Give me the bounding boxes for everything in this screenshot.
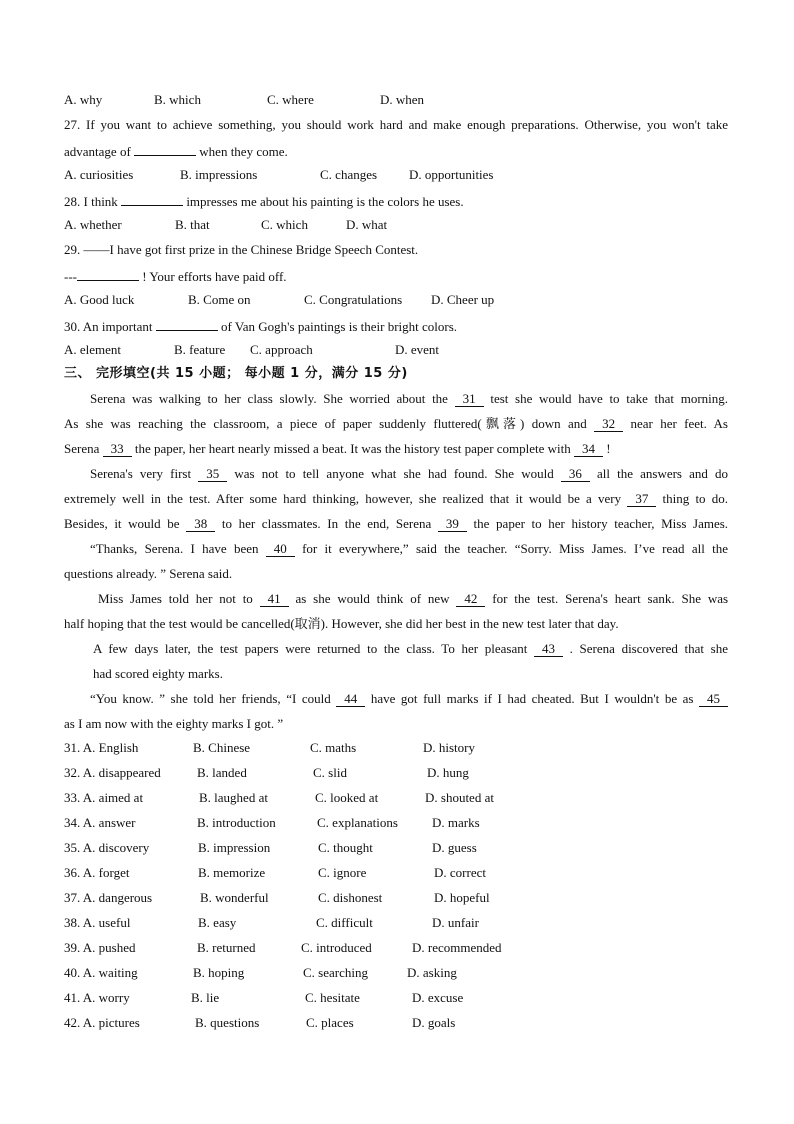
option: B. which [154, 92, 201, 107]
blank-37[interactable]: 37 [627, 491, 656, 507]
option: B. wonderful [200, 890, 269, 905]
option: C. which [261, 217, 308, 232]
blank-42[interactable]: 42 [456, 591, 485, 607]
option: 37. A. dangerous [64, 890, 153, 905]
passage-line: had scored eighty marks. [93, 666, 223, 681]
option: B. landed [197, 765, 247, 780]
option: C. approach [250, 342, 313, 357]
option: 34. A. answer [64, 815, 136, 830]
option: 33. A. aimed at [64, 790, 144, 805]
option: D. hopeful [434, 890, 490, 905]
option: A. whether [64, 217, 122, 232]
option: B. that [175, 217, 210, 232]
option: D. marks [432, 815, 480, 830]
option: D. recommended [412, 940, 502, 955]
option: D. excuse [412, 990, 464, 1005]
option: C. Congratulations [304, 292, 403, 307]
option: B. Chinese [193, 740, 251, 755]
option: D. unfair [432, 915, 479, 930]
option: C. difficult [316, 915, 373, 930]
option: B. easy [198, 915, 237, 930]
option: A. element [64, 342, 122, 357]
blank-32[interactable]: 32 [594, 416, 623, 432]
blank-31[interactable]: 31 [455, 391, 484, 407]
passage-line: As she was reaching the classroom, a piece of paper suddenly fluttered(飘落) down and 32 near her feet. As [64, 416, 728, 431]
passage-line: Serena's very first 35 was not to tell anyone what she had found. She would 36 all the answers and do [90, 466, 729, 481]
blank-43[interactable]: 43 [534, 641, 563, 657]
option: 39. A. pushed [64, 940, 136, 955]
option: B. feature [174, 342, 226, 357]
passage-line: as I am now with the eighty marks I got. ” [64, 716, 284, 731]
option: D. goals [412, 1015, 456, 1030]
blank-34[interactable]: 34 [574, 441, 603, 457]
option: C. explanations [317, 815, 398, 830]
option: D. shouted at [425, 790, 494, 805]
q29-reply: --- ! Your efforts have paid off. [64, 266, 728, 286]
answer-blank[interactable] [121, 191, 183, 206]
blank-44[interactable]: 44 [336, 691, 365, 707]
option: D. opportunities [409, 167, 494, 182]
option: C. thought [318, 840, 373, 855]
option: 35. A. discovery [64, 840, 150, 855]
option: C. ignore [318, 865, 367, 880]
option: A. curiosities [64, 167, 134, 182]
option: D. hung [427, 765, 469, 780]
option: D. history [423, 740, 475, 755]
blank-45[interactable]: 45 [699, 691, 728, 707]
passage-line: half hoping that the test would be cancelled(取消). However, she did her best in the new test later that day. [64, 616, 619, 631]
option: D. what [346, 217, 388, 232]
option: C. places [306, 1015, 354, 1030]
q28-stem: 28. I think impresses me about his painting is the colors he uses. [64, 191, 728, 211]
option: D. correct [434, 865, 486, 880]
option: C. maths [310, 740, 357, 755]
option: B. lie [191, 990, 220, 1005]
option: B. impression [198, 840, 271, 855]
option: D. event [395, 342, 440, 357]
blank-33[interactable]: 33 [103, 441, 132, 457]
option: B. hoping [193, 965, 245, 980]
option: B. Come on [188, 292, 251, 307]
option: C. looked at [315, 790, 379, 805]
blank-41[interactable]: 41 [260, 591, 289, 607]
blank-35[interactable]: 35 [198, 466, 227, 482]
passage-line: extremely well in the test. After some hard thinking, however, she realized that it would be a very 37 thing to do. [64, 491, 729, 506]
passage-line: Serena was walking to her class slowly. She worried about the 31 test she would have to take that morning. [90, 391, 729, 406]
option: C. searching [303, 965, 368, 980]
option: C. introduced [301, 940, 372, 955]
option: 38. A. useful [64, 915, 131, 930]
option: B. laughed at [199, 790, 268, 805]
option: C. hesitate [305, 990, 360, 1005]
option: 32. A. disappeared [64, 765, 161, 780]
option: D. Cheer up [431, 292, 495, 307]
section-title: 三、 完形填空(共 15 小题； 每小题 1 分，满分 15 分) [64, 366, 408, 381]
passage-line: “You know. ” she told her friends, “I could 44 have got full marks if I had cheated. But I wouldn't be as 45 [64, 690, 728, 708]
option: B. introduction [197, 815, 276, 830]
option: D. when [380, 92, 425, 107]
option: C. slid [313, 765, 347, 780]
option: D. guess [432, 840, 477, 855]
option: 40. A. waiting [64, 965, 138, 980]
option: 41. A. worry [64, 990, 130, 1005]
q27-stem-cont: advantage of when they come. [64, 141, 728, 161]
option: A. Good luck [64, 292, 135, 307]
answer-blank[interactable] [77, 266, 139, 281]
option: B. memorize [198, 865, 266, 880]
blank-39[interactable]: 39 [438, 516, 467, 532]
blank-36[interactable]: 36 [561, 466, 590, 482]
answer-blank[interactable] [134, 141, 196, 156]
passage-line: Miss James told her not to 41 as she would think of new 42 for the test. Serena's heart sank. She was [98, 591, 729, 606]
option: C. where [267, 92, 314, 107]
option: 36. A. forget [64, 865, 130, 880]
passage-line: “Thanks, Serena. I have been 40 for it everywhere,” said the teacher. “Sorry. Miss James. I’ve read all the [90, 541, 729, 556]
passage-line: Besides, it would be 38 to her classmates. In the end, Serena 39 the paper to her history teacher, Miss James. [64, 516, 729, 531]
q27-stem: 27. If you want to achieve something, you should work hard and make enough preparations. Otherwise, you won't take [64, 117, 728, 132]
option: B. returned [197, 940, 256, 955]
q29-stem: 29. ——I have got first prize in the Chinese Bridge Speech Contest. [64, 242, 419, 257]
option: 31. A. English [64, 740, 139, 755]
passage-line: questions already. ” Serena said. [64, 566, 233, 581]
option: C. dishonest [318, 890, 383, 905]
passage-line: A few days later, the test papers were returned to the class. To her pleasant 43 . Serena discovered that she [93, 641, 729, 656]
blank-38[interactable]: 38 [186, 516, 215, 532]
blank-40[interactable]: 40 [266, 541, 295, 557]
option: B. impressions [180, 167, 258, 182]
passage-line: Serena 33 the paper, her heart nearly missed a beat. It was the history test paper complete with 34 ! [64, 441, 611, 456]
option: C. changes [320, 167, 378, 182]
option: B. questions [195, 1015, 260, 1030]
answer-blank[interactable] [156, 316, 218, 331]
option: 42. A. pictures [64, 1015, 140, 1030]
q30-stem: 30. An important of Van Gogh's paintings is their bright colors. [64, 316, 728, 336]
option: A. why [64, 92, 103, 107]
option: D. asking [407, 965, 457, 980]
